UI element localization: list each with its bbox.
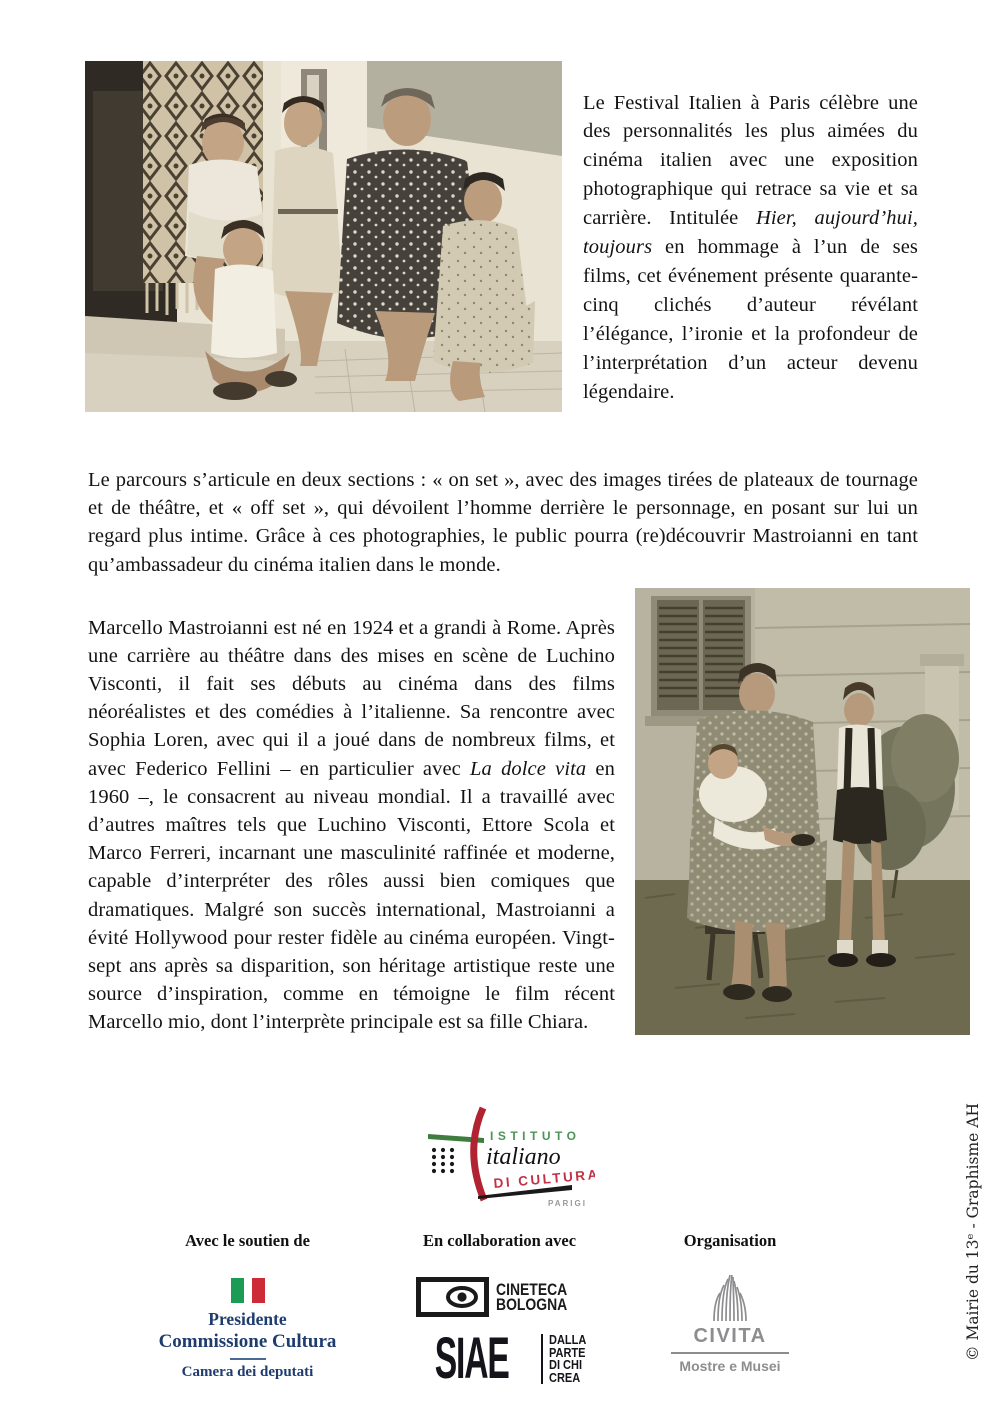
siae-tagline-line: PARTE [549,1345,586,1360]
support-heading: Avec le soutien de [185,1231,310,1250]
iic-text-di-cultura: DI CULTURA [492,1166,595,1191]
flag-red-band [252,1278,265,1303]
iic-text-istituto: ISTITUTO [490,1129,581,1143]
iic-text-italiano: italiano [486,1144,561,1170]
siae-divider [541,1334,543,1384]
siae-tagline-line: DI CHI [549,1358,582,1372]
siae-wordmark: SIAE [434,1326,509,1391]
camera-presidente: Presidente [208,1309,287,1329]
family-photo-steps [85,61,562,412]
civita-mark-icon [706,1273,754,1323]
civita-wordmark: CIVITA [693,1325,767,1347]
civita-logo [665,1273,795,1374]
iic-dot-grid [432,1148,454,1173]
siae-logo [392,1326,607,1391]
overview-paragraph: Le parcours s’articule en deux sections : « on set », avec des images tirées de plateaux de tournage et de théâtre, et « off set », qui dévoilent l’homme derrière le personnage, en posant sur lui un regard plus intime. Grâce à ces photographies, le public pourra (re)découvrir Mastroianni en tant qu’ambassadeur du cinéma italien dans le monde. [88,468,918,576]
iic-logo-art [420,1103,595,1215]
family-photo-steps-art [85,61,562,412]
family-photo-garden [635,588,970,1035]
iic-text-parigi: PARIGI [548,1199,587,1208]
cineteca-eye-icon [416,1277,489,1317]
siae-tagline-line: DALLA [549,1333,587,1347]
italian-flag-icon [231,1278,265,1303]
flag-green-band [231,1278,244,1303]
collaboration-heading: En collaboration avec [422,1231,577,1250]
support-column [115,1231,380,1381]
cineteca-line2: BOLOGNA [496,1295,568,1314]
civita-divider [671,1352,789,1354]
cineteca-bologna-logo [392,1277,607,1317]
iic-logo [420,1103,595,1215]
copyright-credit: © Mairie du 13ᵉ - Graphisme AH [964,1103,982,1361]
bio-paragraph: Marcello Mastroianni est né en 1924 et a grandi à Rome. Après une carrière au théâtre dans des mises en scène de Luchino Visconti, il fait ses débuts au cinéma dans des films néoréalistes et des comédies à l’italienne. Sa rencontre avec Sophia Loren, avec qui il a joué dans de nombreux films, et avec Federico Fellini – en particulier avec La dolce vita en 1960 –, le consacrent au niveau mondial. Il a travaillé avec d’autres maîtres tels que Luchino Visconti, Ettore Scola et Marco Ferreri, incarnant une masculinité raffinée et moderne, capable d’interpréter des rôles aussi bien comiques que dramatiques. Malgré son succès international, Mastroianni a évité Hollywood pour rester fidèle au cinéma européen. Vingt-sept ans après sa disparition, son héritage artistique reste une source d’inspiration, comme en témoigne le film récent Marcello mio, dont l’interprète principale est sa fille Chiara. [88,616,615,1034]
intro-paragraph: Le Festival Italien à Paris célèbre une des personnalités les plus aimées du cinéma italien avec une exposition photographique qui retrace sa vie et sa carrière. Intitulée Hier, aujourd’hui, toujours en hommage à l’un de ses films, cet événement présente quarante-cinq clichés d’auteur révélant l’élégance, l’ironie et la profondeur de l’interprétation d’un acteur devenu légendaire. [583,91,918,403]
siae-tagline-line: CREA [549,1370,581,1385]
organisation-column [640,1231,820,1374]
cineteca-wordmark [496,1279,568,1314]
family-photo-garden-art [635,588,970,1035]
siae-tagline [549,1334,586,1384]
cineteca-line1: CINETECA [496,1279,568,1299]
camera-commissione: Commissione Cultura [158,1331,337,1352]
camera-deputati: Camera dei deputati [181,1364,314,1380]
civita-subtitle: Mostre e Musei [679,1358,781,1374]
iic-red-arc [474,1108,484,1200]
camera-divider [230,1358,266,1360]
organisation-heading: Organisation [683,1231,777,1250]
collaboration-column [392,1231,607,1391]
